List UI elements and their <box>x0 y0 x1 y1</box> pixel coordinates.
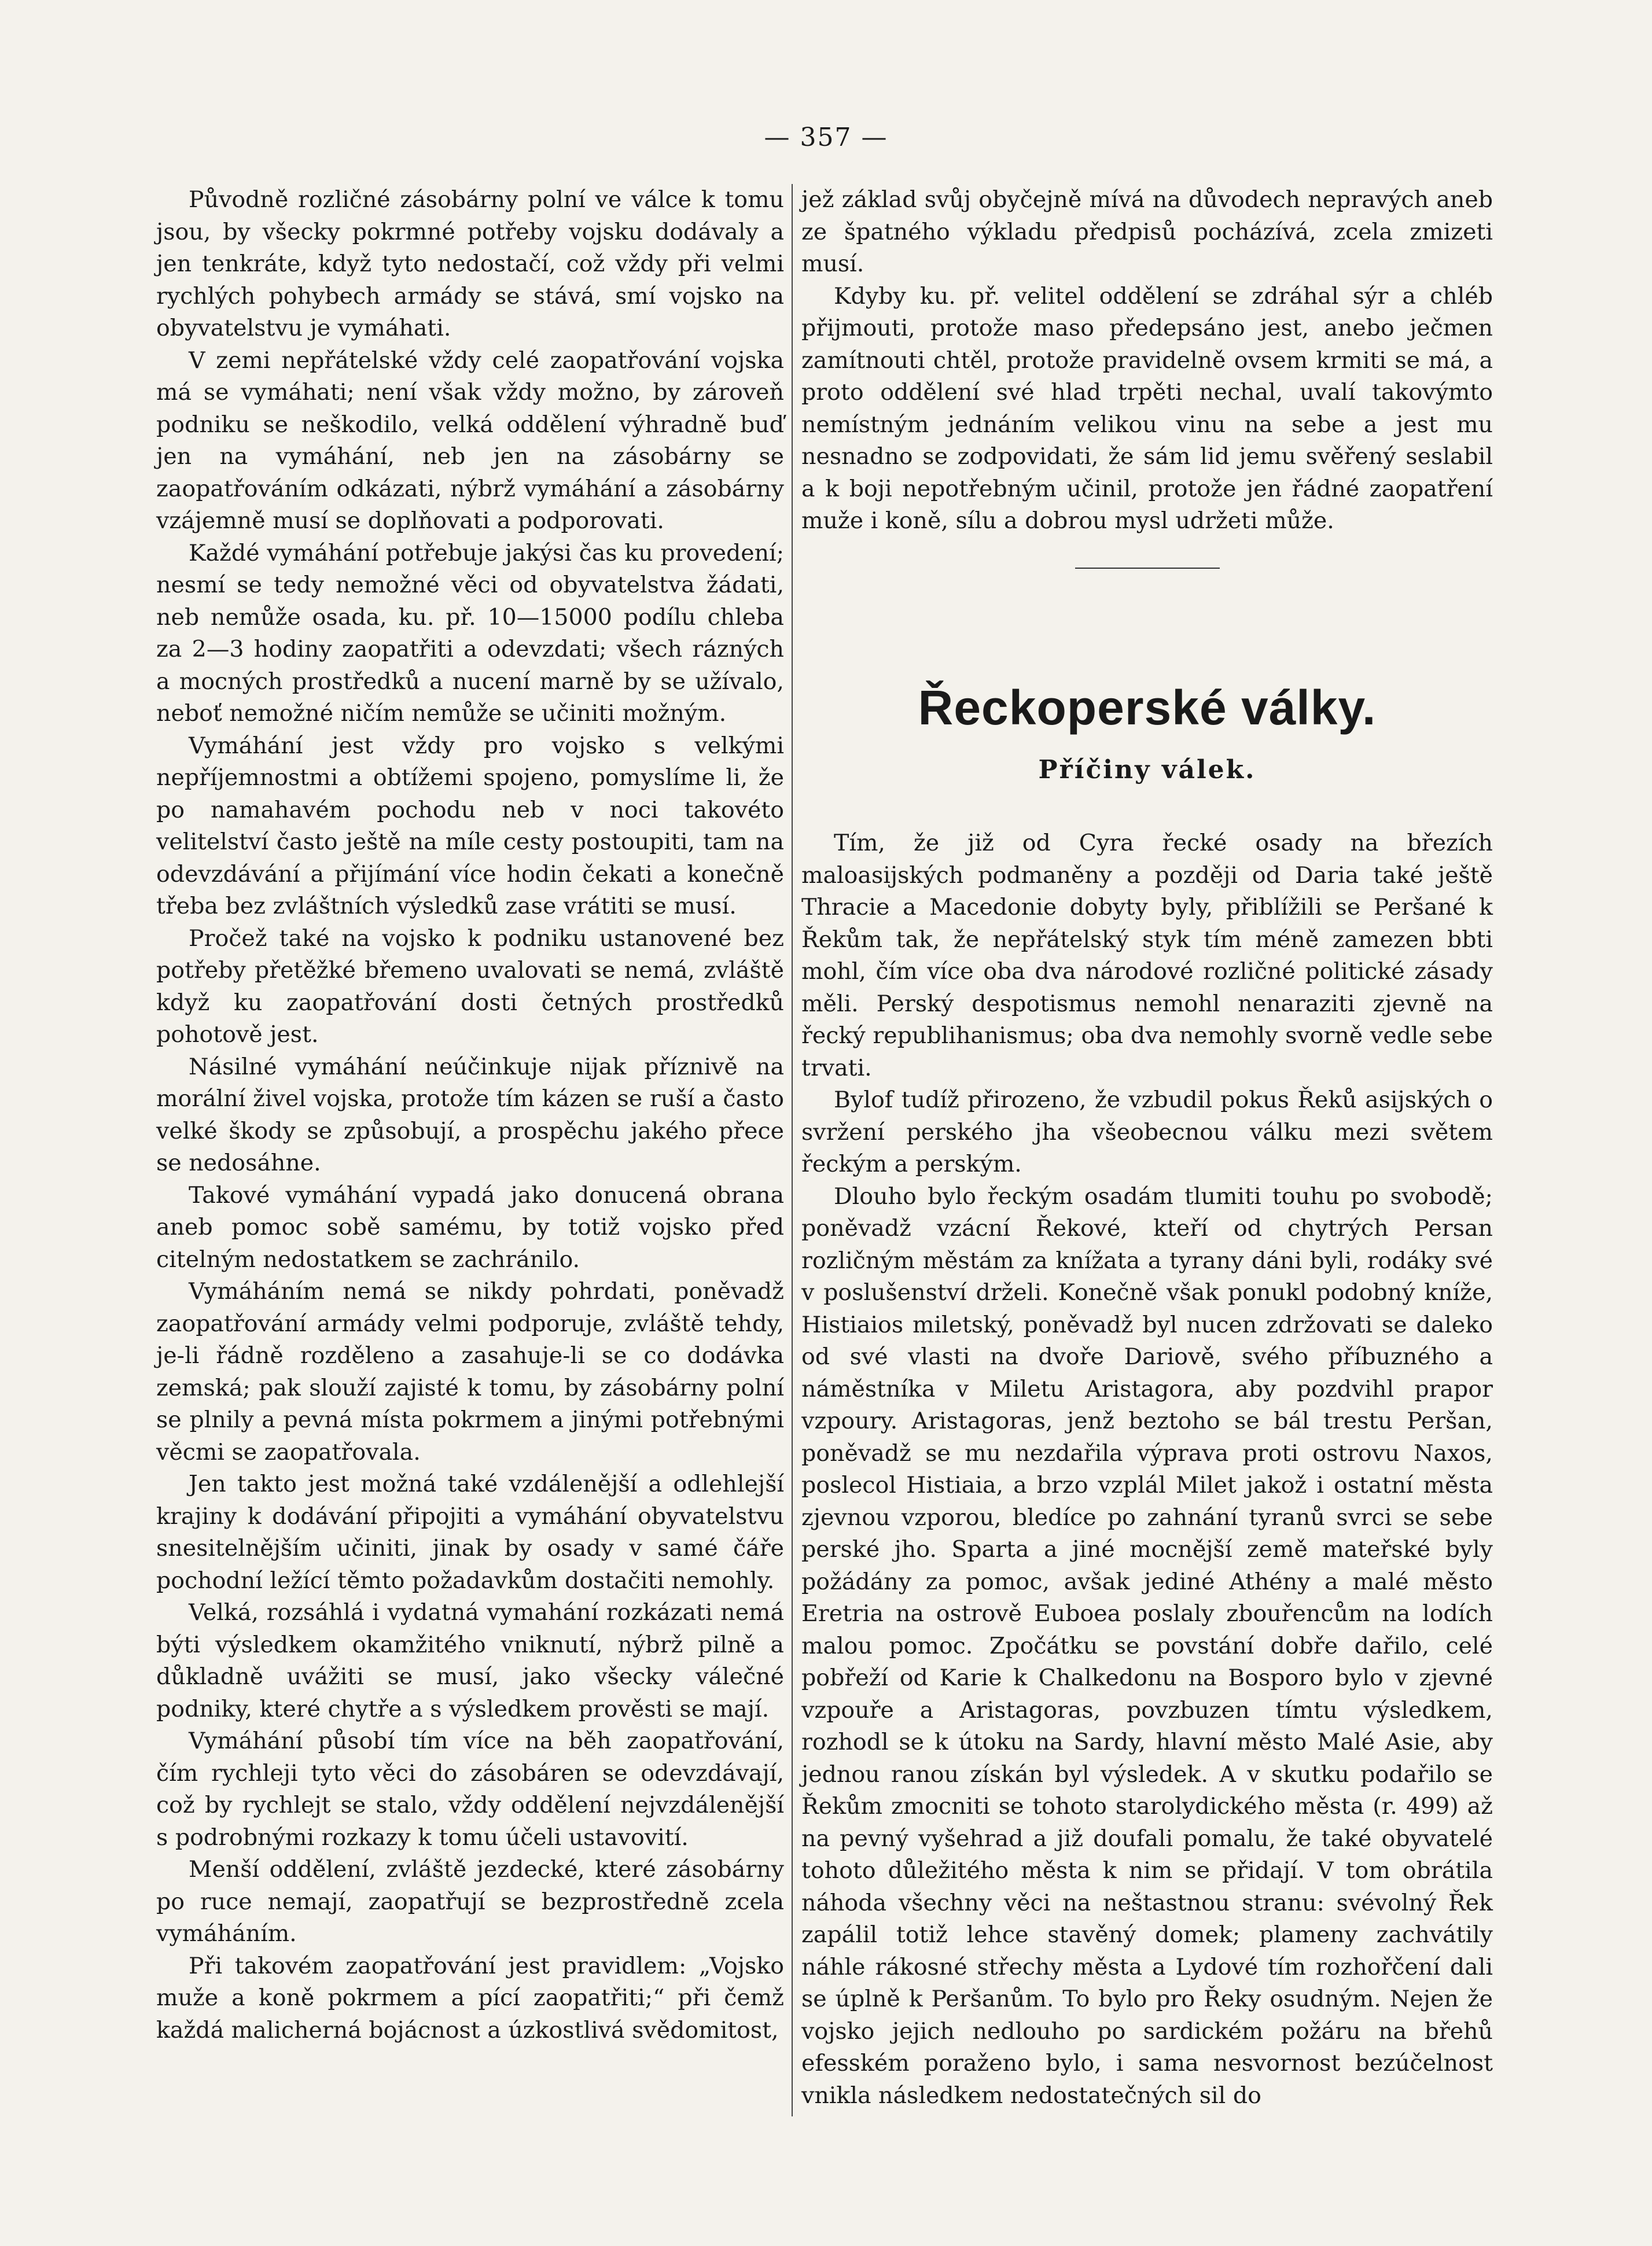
right-column <box>801 184 1493 2112</box>
paragraph: Vymáhání jest vždy pro vojsko s velkými nepříjemnostmi a obtížemi spojeno, pomyslíme li, že po namahavém pochodu neb v noci takovéto velitelství často ještě na míle cesty postoupiti, tam na odevzdávání a přijímání více hodin čekati a konečně třeba bez zvláštních výsledků zase vrátiti se musí. <box>156 732 784 919</box>
paragraph: Dlouho bylo řeckým osadám tlumiti touhu po svobodě; poněvadž vzácní Řekové, kteří od chytrých Persan rozličným městám za knížata a tyrany dáni byli, rodáky své v poslušenství drželi. Konečně však ponukl podobný kníže, Histiaios miletský, poněvadž byl nucen zdržovati se daleko od své vlasti na dvoře Dariově, svého příbuzného a náměstníka v Miletu Aristagora, aby pozdvihl prapor vzpoury. Aristagoras, jenž beztoho se bál trestu Peršan, poněvadž se mu nezdařila výprava proti ostrovu Naxos, poslecol Histiaia, a brzo vzplál Milet jakož i ostatní města zjevnou vzporou, bledíce po zahnání tyranů svrci se sebe perské jho. Sparta a jiné mocnější země mateřské byly požádány za pomoc, avšak jediné Athény a malé město Eretria na ostrově Euboea poslaly zbouřencům na lodích malou pomoc. Zpočátku se povstání dobře dařilo, celé pobřeží od Karie k Chalkedonu na Bosporo bylo v zjevné vzpouře a Aristagoras, povzbuzen tímtu výsledkem, rozhodl se k útoku na Sardy, hlavní město Malé Asie, aby jednou ranou získán byl výsledek. A v skutku podařilo se Řekům zmocniti se tohoto starolydického města (r. 499) až na pevný vyšehrad a již doufali pomalu, že také obyvatelé tohoto důležitého města k nim se přidají. V tom obrátila náhoda všechny věci na neštastnou stranu: svévolný Řek zapálil totiž lehce stavěný domek; plameny zachvátily náhle rákosné střechy města a Lydové tím rozhořčení dali se úplně k Peršanům. To bylo pro Řeky osudným. Nejen že vojsko jejich nedlouho po sardickém požáru na břehů efesském poraženo bylo, i sama nesvornost bezúčelnost vnikla následkem nedostatečných sil do <box>801 1183 1493 2109</box>
paragraph: Bylof tudíž přirozeno, že vzbudil pokus Řeků asijských o svržení perského jha všeobecnou válku mezi světem řeckým a perským. <box>801 1087 1493 1177</box>
paragraph: Velká, rozsáhlá i vydatná vymahání rozkázati nemá býti výsledkem okamžitého vniknutí, nýbrž pilně a důkladně uvážiti se musí, jako všecky válečné podniky, které chytře a s výsledkem prověsti se mají. <box>156 1599 784 1722</box>
paragraph: jež základ svůj obyčejně mívá na důvodech nepravých aneb ze špatného výkladu předpisů pocházívá, zcela zmizeti musí. <box>801 186 1493 277</box>
paragraph: Tím, že již od Cyra řecké osady na březích maloasijských podmaněny a později od Daria také ještě Thracie a Macedonie dobyty byly, přiblížili se Peršané k Řekům tak, že nepřátelský styk tím méně zamezen bbti mohl, čím více oba dva národové rozličné politické zásady měli. Perský despotismus nemohl nenaraziti zjevně na řecký republihanismus; oba dva nemohly svorně vedle sebe trvati. <box>801 830 1493 1081</box>
paragraph: V zemi nepřátelské vždy celé zaopatřování vojska má se vymáhati; není však vždy možno, by zároveň podniku se neškodilo, velká oddělení výhradně buď jen na vymáhání, neb jen na zásobárny se zaopatřováním odkázati, nýbrž vymáhání a zásobárny vzájemně musí se doplňovati a podporovati. <box>156 347 784 534</box>
paragraph: Pročež také na vojsko k podniku ustanovené bez potřeby přetěžké břemeno uvalovati se nemá, zvláště když ku zaopatřování dosti četných prostředků pohotově jest. <box>156 925 784 1048</box>
paragraph: Takové vymáhání vypadá jako donucená obrana aneb pomoc sobě samému, by totiž vojsko před citelným nedostatkem se zachránilo. <box>156 1181 784 1273</box>
paragraph: Jen takto jest možná také vzdálenější a odlehlejší krajiny k dodávání připojiti a vymáhání obyvatelstvu snesitelnějším učiniti, jinak by osady v samé čáře pochodní ležící těmto požadavkům dostačiti nemohly. <box>156 1471 784 1594</box>
paragraph: Kdyby ku. př. velitel oddělení se zdráhal sýr a chléb přijmouti, protože maso předepsáno jest, anebo ječmen zamítnouti chtěl, protože pravidelně ovsem krmiti se má, a proto oddělení své hlad trpěti nechal, uvalí takovýmto nemístným jednáním velikou vinu na sebe a jest mu nesnadno se zodpovidati, že sám lid jemu svěřený seslabil a k boji nepotřebným učinil, protože jen řádné zaopatření muže i koně, sílu a dobrou mysl udržeti může. <box>801 282 1493 534</box>
paragraph: Původně rozličné zásobárny polní ve válce k tomu jsou, by všecky pokrmné potřeby vojsku dodávaly a jen tenkráte, když tyto nedostačí, což vždy při velmi rychlých pohybech armády se stává, smí vojsko na obyvatelstvu je vymáhati. <box>156 186 784 341</box>
section-divider <box>1075 568 1220 569</box>
article-title: Řeckoperské války. <box>918 680 1377 735</box>
paragraph: Vymáháním nemá se nikdy pohrdati, poněvadž zaopatřování armády velmi podporuje, zvláště tehdy, je-li řádně rozděleno a zasahuje-li se co dodávka zemská; pak slouží zajisté k tomu, by zásobárny polní se plnily a pevná místa pokrmem a jinými potřebnými věcmi se zaopatřovala. <box>156 1278 784 1466</box>
column-divider <box>792 184 793 2116</box>
page-number: — 357 — <box>764 123 888 152</box>
paragraph: Násilné vymáhání neúčinkuje nijak příznivě na morální živel vojska, protože tím kázen se ruší a často velké škody se způsobují, a prospěchu jakého přece se nedosáhne. <box>156 1053 784 1176</box>
paragraph: Při takovém zaopatřování jest pravidlem: „Vojsko muže a koně pokrmem a pící zaopatřiti;“ při čemž každá malicherná bojácnost a úzkostlivá svědomitost, <box>156 1952 784 2044</box>
paragraph: Menší oddělení, zvláště jezdecké, které zásobárny po ruce nemají, zaopatřují se bezprostředně zcela vymáháním. <box>156 1856 784 1947</box>
left-column <box>156 184 784 2046</box>
article-subtitle: Příčiny válek. <box>1038 754 1256 785</box>
paragraph: Každé vymáhání potřebuje jakýsi čas ku provedení; nesmí se tedy nemožné věci od obyvatelstva žádati, neb nemůže osada, ku. př. 10—15000 podílu chleba za 2—3 hodiny zaopatřiti a odevzdati; všech rázných a mocných prostředků a nucení marně by se užívalo, neboť nemožné ničím nemůže se učiniti možným. <box>156 539 784 727</box>
paragraph: Vymáhání působí tím více na běh zaopatřování, čím rychleji tyto věci do zásobáren se odevzdávají, což by rychlejt se stalo, vždy oddělení nejvzdálenější s podrobnými rozkazy k tomu účeli ustavovití. <box>156 1728 784 1851</box>
